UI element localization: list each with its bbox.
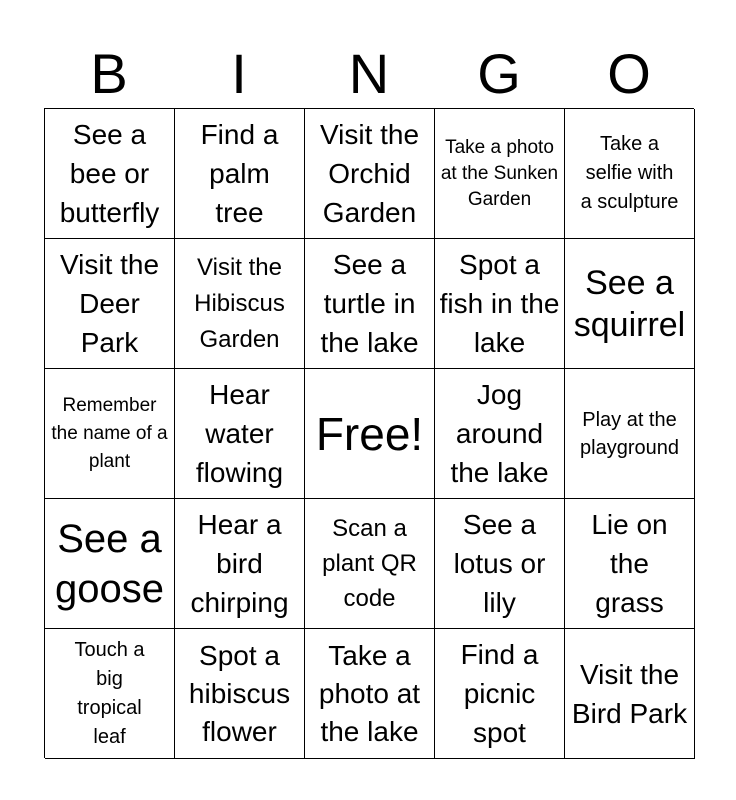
cell-text: Hear water flowing: [195, 379, 284, 488]
header-letter-i: I: [231, 42, 247, 105]
cell-text: Remember the name of a plant: [51, 394, 168, 472]
cell-text: Take a selfie with a sculpture: [580, 133, 679, 213]
bingo-cell[interactable]: [175, 629, 305, 759]
cell-text: Take a photo at the Sunken Garden: [440, 136, 559, 210]
bingo-cell[interactable]: [565, 239, 695, 369]
header-letter-n: N: [348, 42, 390, 105]
header-letter-o: O: [607, 42, 651, 105]
bingo-cell[interactable]: [435, 369, 565, 499]
cell-text: Hear a bird chirping: [190, 509, 289, 618]
bingo-cell[interactable]: [435, 499, 565, 629]
bingo-cell[interactable]: [565, 369, 695, 499]
bingo-cell[interactable]: [565, 109, 695, 239]
bingo-cell[interactable]: [175, 499, 305, 629]
cell-text: Visit the Deer Park: [59, 249, 160, 358]
bingo-cell[interactable]: [45, 629, 175, 759]
bingo-cell[interactable]: [305, 239, 435, 369]
cell-text: Jog around the lake: [450, 379, 549, 488]
cell-text: See a goose: [55, 516, 164, 611]
bingo-cell[interactable]: [435, 239, 565, 369]
bingo-cell[interactable]: [435, 109, 565, 239]
cell-text: Visit the Orchid Garden: [319, 119, 420, 228]
cell-text: Visit the Hibiscus Garden: [194, 253, 285, 353]
cell-text: See a bee or butterfly: [59, 119, 160, 228]
bingo-cell[interactable]: [175, 239, 305, 369]
bingo-cell[interactable]: [45, 109, 175, 239]
header-letter-b: B: [90, 42, 128, 105]
cell-text: Spot a hibiscus flower: [188, 639, 291, 747]
bingo-cell[interactable]: [305, 109, 435, 239]
cell-text: See a turtle in the lake: [320, 249, 419, 358]
bingo-cell[interactable]: [175, 109, 305, 239]
bingo-card-grid: [44, 108, 694, 758]
bingo-cell[interactable]: [45, 239, 175, 369]
header-letter-g: G: [477, 42, 521, 105]
bingo-cell[interactable]: [305, 499, 435, 629]
bingo-cell[interactable]: [45, 499, 175, 629]
cell-text: See a lotus or lily: [453, 509, 546, 618]
cell-text: Find a palm tree: [200, 119, 279, 228]
bingo-cell[interactable]: [305, 629, 435, 759]
bingo-cell[interactable]: [435, 629, 565, 759]
cell-text: Spot a fish in the lake: [439, 249, 560, 358]
cell-text: Take a photo at the lake: [318, 639, 421, 747]
cell-text: Touch a big tropical leaf: [74, 638, 145, 748]
cell-text: Lie on the grass: [591, 509, 668, 618]
bingo-header: [44, 40, 694, 108]
bingo-cell[interactable]: [565, 499, 695, 629]
cell-text: Play at the playground: [580, 408, 679, 459]
bingo-cell[interactable]: [45, 369, 175, 499]
free-space: Free!: [315, 407, 424, 460]
bingo-cell[interactable]: [305, 369, 435, 499]
cell-text: See a squirrel: [573, 263, 686, 344]
bingo-cell[interactable]: [565, 629, 695, 759]
cell-text: Visit the Bird Park: [571, 658, 688, 729]
bingo-cell[interactable]: [175, 369, 305, 499]
cell-text: Scan a plant QR code: [322, 515, 417, 612]
cell-text: Find a picnic spot: [460, 639, 539, 748]
